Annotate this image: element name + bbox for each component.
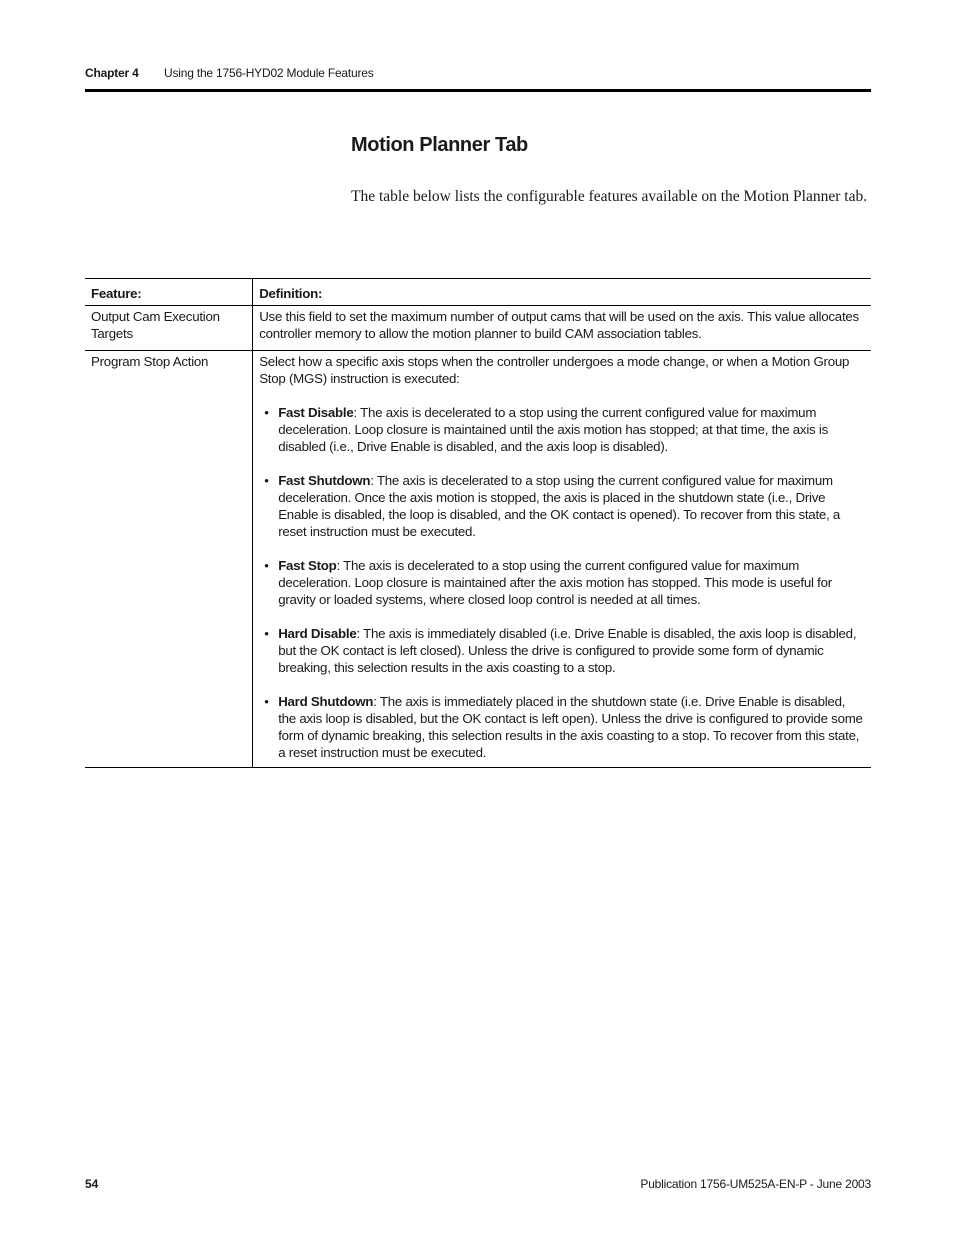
- bullet-marker: •: [264, 473, 269, 488]
- option-name: Hard Disable: [278, 626, 357, 641]
- definition-cell: Use this field to set the maximum number of output cams that will be used on the axis. This value allocates controller memory to allow the motion planner to build CAM association tables.: [253, 306, 871, 351]
- column-header-definition: Definition:: [253, 279, 871, 306]
- running-header: [85, 66, 374, 80]
- table-row: [85, 306, 871, 351]
- option-name: Fast Disable: [278, 405, 354, 420]
- list-item: [259, 404, 865, 455]
- definition-cell: [253, 351, 871, 768]
- list-item: [259, 625, 865, 676]
- stop-action-options-list: [259, 404, 865, 761]
- option-description: : The axis is decelerated to a stop using the current configured value for maximum deceleration. Loop closure is maintained after the axis motion has stopped. This mode is useful for gravity or loaded systems, where closed loop control is needed at all times.: [278, 558, 832, 607]
- bullet-marker: •: [264, 626, 269, 641]
- section-title: Motion Planner Tab: [351, 134, 528, 156]
- feature-cell: Program Stop Action: [85, 351, 253, 768]
- list-item: [259, 693, 865, 761]
- features-table: [85, 278, 871, 768]
- bullet-marker: •: [264, 694, 269, 709]
- bullet-marker: •: [264, 558, 269, 573]
- option-description: : The axis is decelerated to a stop using the current configured value for maximum deceleration. Loop closure is maintained until the axis motion has stopped; at that time, the axis is disabled (i.e., Drive Enable is disabled, and the axis loop is disabled).: [278, 405, 828, 454]
- option-description: : The axis is immediately placed in the shutdown state (i.e. Drive Enable is disabled, the axis loop is disabled, but the OK contact is left open). Unless the drive is configured to provide some form of dynamic breaking, this selection results in the axis coasting to a stop. To recover from this state, a reset instruction must be executed.: [278, 694, 863, 760]
- option-name: Fast Stop: [278, 558, 337, 573]
- table-row: [85, 351, 871, 768]
- intro-paragraph: The table below lists the configurable features available on the Motion Planner tab.: [351, 188, 868, 205]
- list-item: [259, 557, 865, 608]
- chapter-label: Chapter 4: [85, 66, 139, 80]
- option-description: : The axis is immediately disabled (i.e. Drive Enable is disabled, the axis loop is disabled, but the OK contact is left closed). Unless the drive is configured to provide some form of dynamic breaking, this selection results in the axis coasting to a stop.: [278, 626, 857, 675]
- page-number: 54: [85, 1177, 99, 1191]
- column-header-feature: Feature:: [85, 279, 253, 306]
- header-rule: [85, 89, 871, 92]
- table-header-row: [85, 279, 871, 306]
- option-name: Hard Shutdown: [278, 694, 374, 709]
- option-name: Fast Shutdown: [278, 473, 371, 488]
- publication-info: Publication 1756-UM525A-EN-P - June 2003: [640, 1177, 871, 1191]
- definition-text: Select how a specific axis stops when the controller undergoes a mode change, or when a Motion Group Stop (MGS) instruction is executed:: [259, 354, 850, 386]
- feature-cell: Output Cam Execution Targets: [85, 306, 253, 351]
- chapter-title: Using the 1756-HYD02 Module Features: [164, 66, 374, 80]
- option-description: : The axis is decelerated to a stop using the current configured value for maximum deceleration. Once the axis motion is stopped, the axis is placed in the shutdown state (i.e., Drive Enable is disabled, the loop is disabled, and the OK contact is opened). To recover from this state, a reset instruction must be executed.: [278, 473, 841, 539]
- bullet-marker: •: [264, 405, 269, 420]
- list-item: [259, 472, 865, 540]
